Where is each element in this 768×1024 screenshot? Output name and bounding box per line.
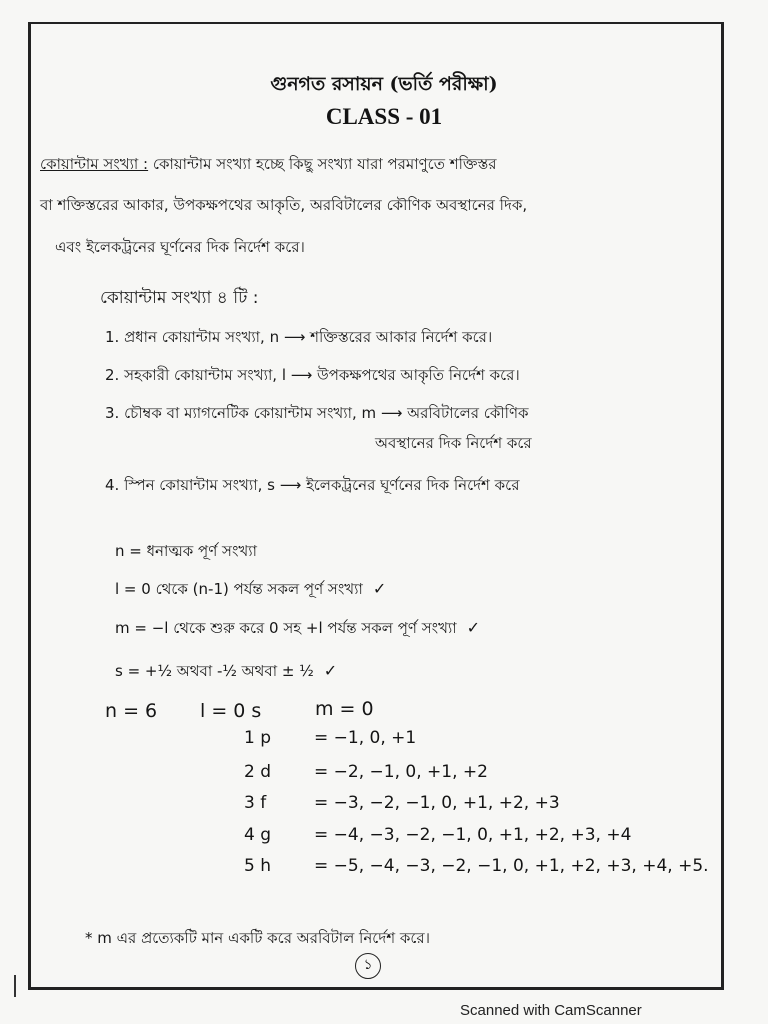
definition-line-2: বা শক্তিস্তরের আকার, উপকক্ষপথের আকৃতি, অরবিটালের কৌণিক অবস্থানের দিক, (40, 196, 528, 214)
class-label: CLASS - 01 (325, 104, 443, 129)
type-azimuthal: 2. সহকারী কোয়ান্টাম সংখ্যা, l ⟶ উপকক্ষপথের আকৃতি নির্দেশ করে। (105, 366, 520, 384)
orbital-values: = −3, −2, −1, 0, +1, +2, +3 (314, 793, 560, 813)
rule-l (115, 578, 386, 603)
type-principal: 1. প্রধান কোয়ান্টাম সংখ্যা, n ⟶ শক্তিস্তরের আকার নির্দেশ করে। (105, 328, 493, 346)
rule-m (115, 617, 480, 642)
orbital-label: 2 d (244, 762, 272, 782)
rule-s-text: s = +½ অথবা -½ অথবা ± ½ (115, 662, 314, 680)
definition-line-1 (40, 153, 497, 178)
page-title: গুনগত রসায়ন (ভর্তি পরীক্ষা) (270, 73, 498, 95)
type-spin: 4. স্পিন কোয়ান্টাম সংখ্যা, s ⟶ ইলেকট্রনের ঘূর্ণনের দিক নির্দেশ করে (105, 476, 520, 494)
types-heading: কোয়ান্টাম সংখ্যা ৪ টি : (100, 288, 259, 308)
definition-text-1: কোয়ান্টাম সংখ্যা হচ্ছে কিছু সংখ্যা যারা পরমাণুতে শক্তিস্তর (152, 155, 497, 173)
rule-l-text: l = 0 থেকে (n-1) পর্যন্ত সকল পূর্ণ সংখ্যা (115, 580, 363, 598)
orbital-row-f (244, 793, 560, 813)
example-m-head: m = 0 (315, 698, 374, 720)
check-icon: ✓ (323, 661, 338, 680)
orbital-values: = −2, −1, 0, +1, +2 (314, 762, 488, 782)
rule-n: n = ধনাত্মক পূর্ণ সংখ্যা (115, 542, 257, 560)
type-magnetic-cont: অবস্থানের দিক নির্দেশ করে (375, 434, 532, 452)
orbital-row-d (244, 762, 488, 782)
orbital-row-g (244, 825, 631, 845)
margin-mark (14, 975, 16, 997)
orbital-row-p (244, 728, 416, 748)
orbital-label: 5 h (244, 856, 271, 876)
example-l-head: l = 0 s (200, 700, 262, 722)
rule-m-text: m = −l থেকে শুরু করে 0 সহ +l পর্যন্ত সকল পূর্ণ সংখ্যা (115, 619, 457, 637)
orbital-label: 4 g (244, 825, 272, 845)
orbital-label: 3 f (244, 793, 267, 813)
orbital-label: 1 p (244, 728, 272, 748)
example-n: n = 6 (105, 700, 158, 722)
orbital-values: = −5, −4, −3, −2, −1, 0, +1, +2, +3, +4, +5. (314, 856, 709, 876)
check-icon: ✓ (372, 579, 387, 598)
page-number: ১ (355, 953, 381, 979)
definition-line-3: এবং ইলেকট্রনের ঘূর্ণনের দিক নির্দেশ করে। (55, 238, 305, 256)
orbital-values: = −4, −3, −2, −1, 0, +1, +2, +3, +4 (314, 825, 632, 845)
note-line: * m এর প্রত্যেকটি মান একটি করে অরবিটাল নির্দেশ করে। (85, 929, 430, 947)
definition-term: কোয়ান্টাম সংখ্যা : (40, 155, 149, 173)
check-icon: ✓ (466, 618, 481, 637)
orbital-row-h (244, 856, 709, 876)
orbital-values: = −1, 0, +1 (314, 728, 417, 748)
rule-s (115, 660, 337, 685)
scanner-watermark: Scanned with CamScanner (460, 1002, 642, 1019)
type-magnetic: 3. চৌম্বক বা ম্যাগনেটিক কোয়ান্টাম সংখ্যা, m ⟶ অরবিটালের কৌণিক (105, 404, 529, 422)
